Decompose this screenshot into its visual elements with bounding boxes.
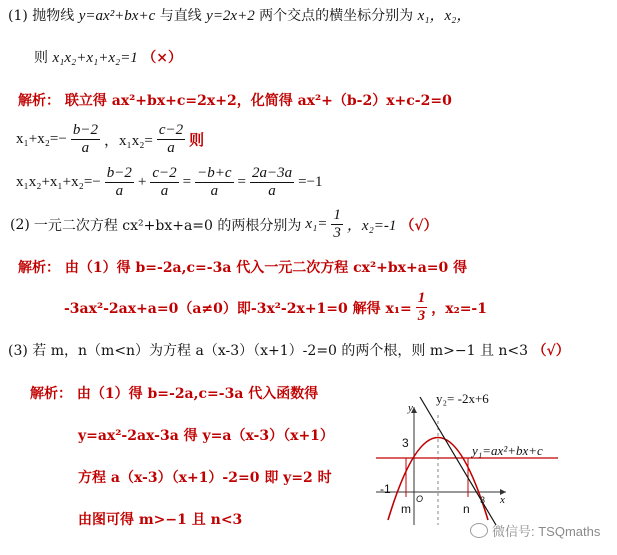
a2-line — [18, 258, 467, 278]
q1-text-b: 与直线 — [159, 8, 202, 24]
q1-claim-line — [34, 48, 182, 68]
analysis-label: 解析： — [18, 93, 60, 109]
f1-den: a — [115, 183, 124, 199]
analysis-label: 解析： — [18, 260, 60, 276]
calc-result: =−1 — [298, 174, 323, 190]
wechat-icon — [470, 523, 488, 538]
tick-x3: 3 — [480, 495, 486, 505]
a3-line3: 方程 a（x-3）（x+1）-2=0 即 y=2 时 — [78, 470, 332, 486]
calc-eq2: = — [237, 174, 246, 190]
watermark-text: 微信号: TSQmaths — [492, 524, 601, 539]
label-y-axis: y — [408, 402, 413, 414]
calc-plus: + — [137, 174, 147, 190]
a1-vieta-eq — [14, 122, 206, 157]
function-graph — [368, 385, 568, 530]
a2-x2: ，x₂=-1 — [431, 300, 487, 317]
sum-den: a — [81, 140, 90, 156]
f3-num: −b+c — [197, 165, 232, 181]
q2-line — [8, 207, 440, 242]
label-n: n — [463, 502, 470, 516]
a3-line2: y=ax²-2ax-3a 得 y=a（x-3）（x+1） — [78, 428, 334, 444]
f3-den: a — [210, 183, 219, 199]
label-m: m — [401, 502, 411, 516]
q2-text: 一元二次方程 cx²+bx+a=0 的两根分别为 — [33, 217, 302, 234]
q2-x1-den: 3 — [333, 225, 341, 241]
q3-text: 若 m，n（m<n）为方程 a（x-3）（x+1）-2=0 的两个根，则 m>−1 且 n<3 — [32, 343, 529, 359]
sum-lhs: x₁+x₂=− — [16, 131, 67, 147]
label-y2: y₂= -2x+6 — [436, 391, 489, 406]
then-word: 则 — [189, 133, 205, 149]
a3-line1 — [30, 384, 318, 404]
f2-den: a — [160, 183, 169, 199]
watermark — [470, 521, 600, 540]
calc-lhs: x₁x₂+x₁+x₂=− — [16, 174, 101, 190]
a1-calc-eq — [14, 165, 325, 200]
a3-text1: 由（1）得 b=-2a,c=-3a 代入函数得 — [76, 386, 319, 402]
label-y1: y₁=ax²+bx+c — [472, 443, 543, 458]
q1-text-a: 抛物线 — [32, 8, 75, 24]
line-y2 — [420, 397, 496, 525]
q1-verdict: （×） — [142, 50, 182, 66]
calc-f4 — [250, 165, 294, 200]
a2-x1-fraction — [416, 290, 428, 325]
a3-line4: 由图可得 m>−1 且 n<3 — [78, 512, 243, 528]
q1-line-expr: y=2x+2 — [206, 8, 255, 24]
q1-claim: x₁x₂+x₁+x₂=1 — [52, 50, 138, 66]
q3-verdict: （√） — [532, 343, 570, 359]
calc-eq1: = — [182, 174, 192, 190]
question-number: (1) — [8, 8, 28, 24]
prod-num: c−2 — [158, 122, 184, 138]
a2-solution-line — [62, 290, 489, 325]
a1-text: 联立得 ax²+bx+c=2x+2，化简得 ax²+（b-2）x+c-2=0 — [64, 93, 452, 109]
q2-x1-fraction — [331, 207, 343, 242]
a2-x1-num: 1 — [417, 290, 426, 306]
tick-3: 3 — [402, 436, 409, 450]
q2-x1-lhs: x₁= — [305, 216, 328, 232]
sum-num: b−2 — [72, 122, 98, 138]
prod-fraction — [157, 122, 185, 157]
prod-lhs: ，x₁x₂= — [103, 133, 153, 149]
f4-num: 2a−3a — [251, 165, 293, 181]
q2-x2: ，x₂=-1 — [346, 218, 397, 234]
q2-x1-num: 1 — [333, 207, 341, 223]
q1-text-c: 两个交点的横坐标分别为 — [259, 8, 414, 24]
calc-f2 — [150, 165, 178, 200]
f2-num: c−2 — [152, 165, 177, 181]
f4-den: a — [268, 183, 276, 199]
calc-f1 — [105, 165, 134, 200]
calc-f3 — [195, 165, 233, 200]
question-number: (2) — [10, 216, 30, 233]
f1-num: b−2 — [106, 165, 132, 181]
tick-neg1: -1 — [380, 482, 391, 496]
a2-line2: -3ax²-2ax+a=0（a≠0）即-3x²-2x+1=0 解得 x₁= — [64, 300, 412, 317]
label-x-axis: x — [500, 494, 505, 506]
analysis-label: 解析： — [30, 386, 72, 402]
q1-roots: x₁，x₂， — [417, 8, 472, 24]
sum-fraction — [71, 122, 100, 157]
q3-line — [8, 341, 570, 361]
origin-label: O — [416, 494, 424, 504]
q1-parabola-expr: y=ax²+bx+c — [78, 8, 156, 24]
a2-x1-den: 3 — [417, 308, 426, 324]
q1-claim-prefix: 则 — [34, 50, 48, 66]
q1-line — [8, 6, 471, 26]
prod-den: a — [167, 140, 175, 156]
question-number: (3) — [8, 343, 28, 359]
a2-text: 由（1）得 b=-2a,c=-3a 代入一元二次方程 cx²+bx+a=0 得 — [64, 260, 468, 276]
a1-line — [18, 91, 452, 111]
q2-verdict: （√） — [400, 217, 438, 234]
